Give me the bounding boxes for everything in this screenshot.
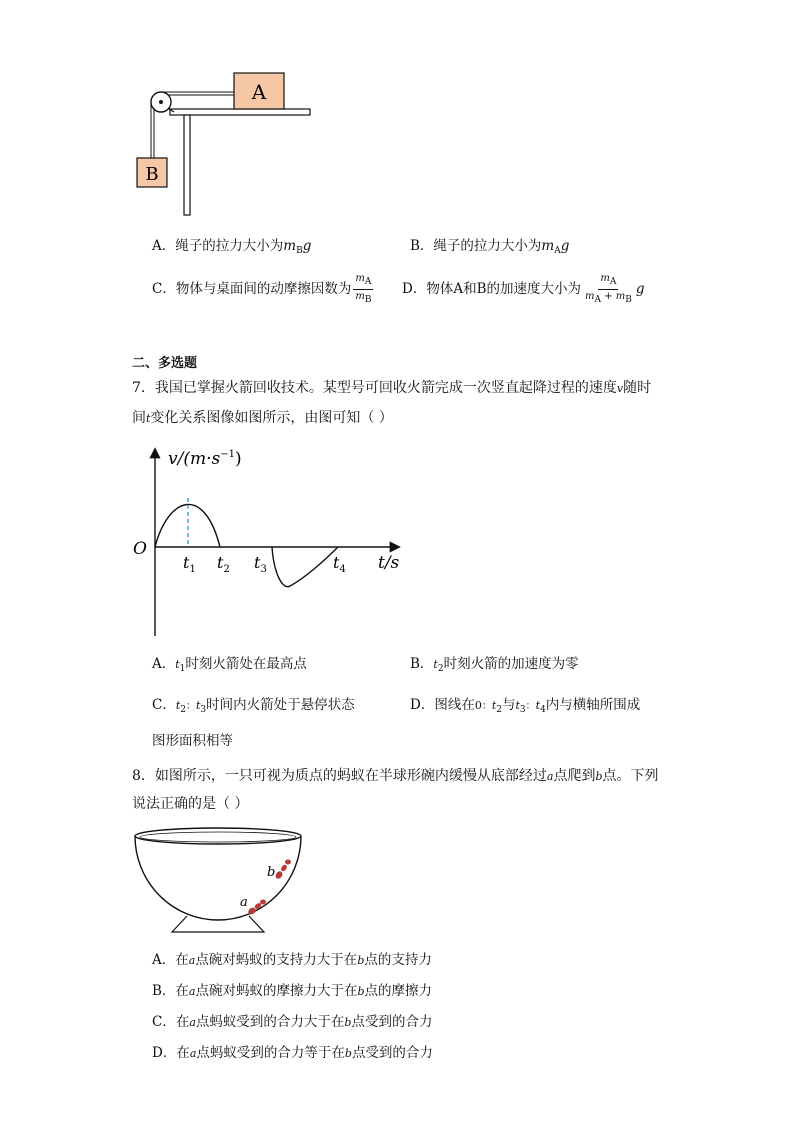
tick-t1: $t_1$ [183,553,196,575]
q7-stem-line2: 间t变化关系图像如图所示，由图可知（ ） [132,410,393,426]
section-title: 二、多选题 [132,356,198,371]
q8-option-b[interactable]: B．在a点碗对蚂蚁的摩擦力大于在b点的摩擦力 [152,983,433,999]
q6-option-d[interactable]: D．物体A和B的加速度大小为 $\frac{mA}{mA + mB}$ g [402,273,645,305]
tick-t2: $t_2$ [217,553,230,575]
curve-negative [272,547,338,587]
q8-stem-line2: 说法正确的是（ ） [132,796,249,812]
q8-option-a[interactable]: A．在a点碗对蚂蚁的支持力大于在b点的支持力 [152,952,432,968]
point-b-label: b [267,865,276,880]
block-b-label: B [145,164,159,185]
q7-stem-line1: 7．我国已掌握火箭回收技术。某型号可回收火箭完成一次竖直起降过程的速度v随时 [132,380,652,396]
q7-vt-graph [130,440,410,642]
q6-c-fraction: $\frac{mA}{mB}$ [355,273,372,305]
block-a-label: A [251,80,267,104]
origin-label: O [133,539,147,559]
q7-option-d-cont: 图形面积相等 [152,733,233,749]
y-axis-label: $v/(m\cdot s^{-1})$ [168,449,242,469]
bowl-body [135,836,301,920]
table-leg [184,115,190,215]
q6-pulley-figure [130,64,320,220]
q8-stem-line1: 8．如图所示，一只可视为质点的蚂蚁在半球形碗内缓慢从底部经过a点爬到b点。下列 [132,768,659,784]
q7-option-a[interactable]: A．$t_1$时刻火箭处在最高点 [152,656,307,674]
table-top [170,109,310,115]
tick-t3: $t_3$ [254,553,267,575]
point-a-label: a [240,895,248,910]
q8-option-c[interactable]: C．在a点蚂蚁受到的合力大于在b点受到的合力 [152,1014,433,1030]
q7-option-b[interactable]: B．$t_2$时刻火箭的加速度为零 [410,656,579,674]
bowl-rim [135,828,301,844]
x-axis-label: t/s [378,553,400,573]
q6-option-a[interactable]: A．绳子的拉力大小为$m_Bg$ [152,238,312,256]
tick-t4: $t_4$ [333,553,346,575]
q7-option-c[interactable]: C．$t_2$：$t_3$时间内火箭处于悬停状态 [152,697,355,715]
q6-d-fraction: $\frac{mA}{mA + mB}$ [585,273,632,305]
q8-bowl-figure [130,822,310,938]
q6-option-c[interactable]: C．物体与桌面间的动摩擦因数为 $\frac{mA}{mB}$ [152,273,372,305]
q8-option-d[interactable]: D．在a点蚂蚁受到的合力等于在b点受到的合力 [152,1045,433,1061]
q6-option-b[interactable]: B．绳子的拉力大小为$m_Ag$ [410,238,570,256]
q7-option-d[interactable]: D．图线在0：$t_2$与$t_3$：$t_4$内与横轴所围成 [410,697,641,715]
